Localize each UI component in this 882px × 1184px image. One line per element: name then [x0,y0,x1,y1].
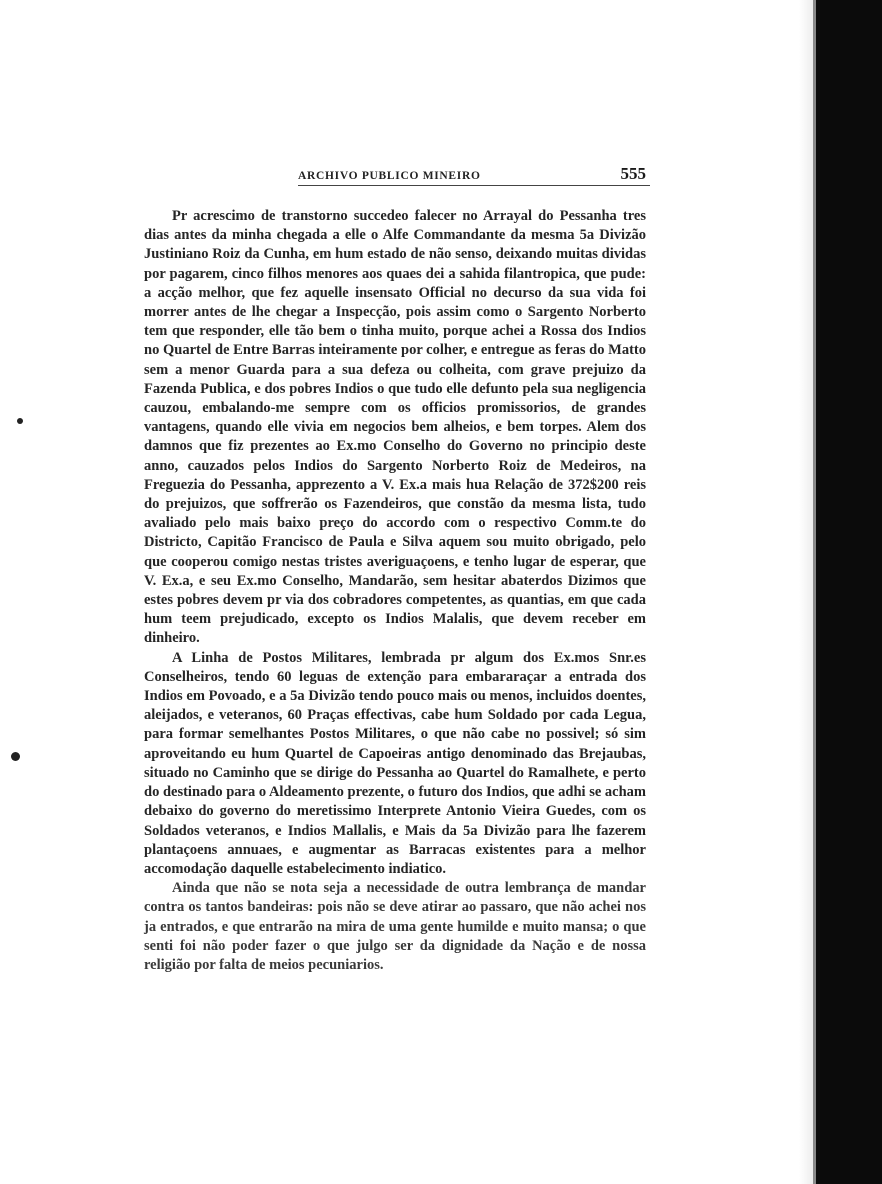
scan-border-right [816,0,882,1184]
body-text [144,207,646,975]
header-title: ARCHIVO PUBLICO MINEIRO [298,170,481,182]
scan-border-edge [813,0,816,1184]
paragraph-3: Ainda que não se nota seja a necessidade de outra lembrança de mandar contra os tantos bandeiras: pois não se deve atirar ao passaro, que não achei nos ja entrados, e que entrarão na mira de uma gente humilde e muito mansa; o que senti foi não poder fazer o que julgo ser da dignidade da Nação e de nossa religião por falta de meios pecuniarios. [144,880,646,973]
scan-speck [17,418,23,424]
scan-speck [11,752,20,761]
paragraph-1: Pr acrescimo de transtorno succedeo falecer no Arrayal do Pessanha tres dias antes da minha chegada a elle o Alfe Commandante da mesma 5a Divizão Justiniano Roiz da Cunha, em hum estado de não senso, deixando muitas dividas por pagarem, cinco filhos menores aos quaes dei a sahida filantropica, que pude: a acção melhor, que fez aquelle insensato Official no decurso da sua vida foi morrer antes de lhe chegar a Inspecção, pois assim como o Sargento Norberto tem que responder, elle tão bem o tinha muito, porque achei a Rossa dos Indios no Quartel de Entre Barras inteiramente por colher, e entregue as feras do Matto sem a menor Guarda para a sua defeza ou colheita, com grave prejuizo da Fazenda Publica, e dos pobres Indios o que tudo elle defunto pela sua negligencia cauzou, embalando-me sempre com os officios promissorios, de grandes vantagens, quando elle vivia em negocios bem alheios, e bem torpes. Alem dos damnos que fiz prezentes ao Ex.mo Conselho do Governo no principio deste anno, cauzados pelos Indios do Sargento Norberto Roiz de Medeiros, na Freguezia do Pessanha, apprezento a V. Ex.a mais hua Relação de 372$200 reis do prejuizos, que soffrerão os Fazendeiros, que constão da mesma lista, tudo avaliado pelo mais baixo preço do accordo com o respectivo Comm.te do Districto, Capitão Francisco de Paula e Silva aquem sou muito obrigado, pelo que cooperou comigo nestas tristes averiguaçoens, e tenho lugar de esperar, que V. Ex.a, e seu Ex.mo Conselho, Mandarão, sem hesitar abaterdos Dizimos que estes pobres devem pr via dos cobradores competentes, as quantias, em que cada hum teem prejudicado, excepto os Indios Malalis, que devem receber em dinheiro. [144,208,646,647]
header-rule [298,185,650,186]
paragraph-2: A Linha de Postos Militares, lembrada pr algum dos Ex.mos Snr.es Conselheiros, tendo 60 leguas de extenção para embararaçar a entrada dos Indios em Povoado, e a 5a Divizão tendo pouco mais ou menos, incluidos doentes, aleijados, e veteranos, 60 Praças effectivas, cabe hum Soldado por cada Legua, para formar semelhantes Postos Militares, o que não cabe no possivel; só sim aproveitando eu hum Quartel de Capoeiras antigo denominado das Brejaubas, situado no Caminho que se dirige do Pessanha ao Quartel do Ramalhete, e perto do destinado para o Aldeamento prezente, o futuro dos Indios, que adhi se acham debaixo do governo do meretissimo Interprete Antonio Vieira Guedes, com os Soldados veteranos, e Indios Mallalis, e Mais da 5a Divizão para lhe fazerem plantaçoens annuaes, e augmentar as Barracas existentes para a melhor accomodação daquelle estabelecimento indiatico. [144,649,646,877]
running-header [298,164,650,188]
page-number: 555 [620,164,646,183]
page-fold-shadow [799,0,813,1184]
